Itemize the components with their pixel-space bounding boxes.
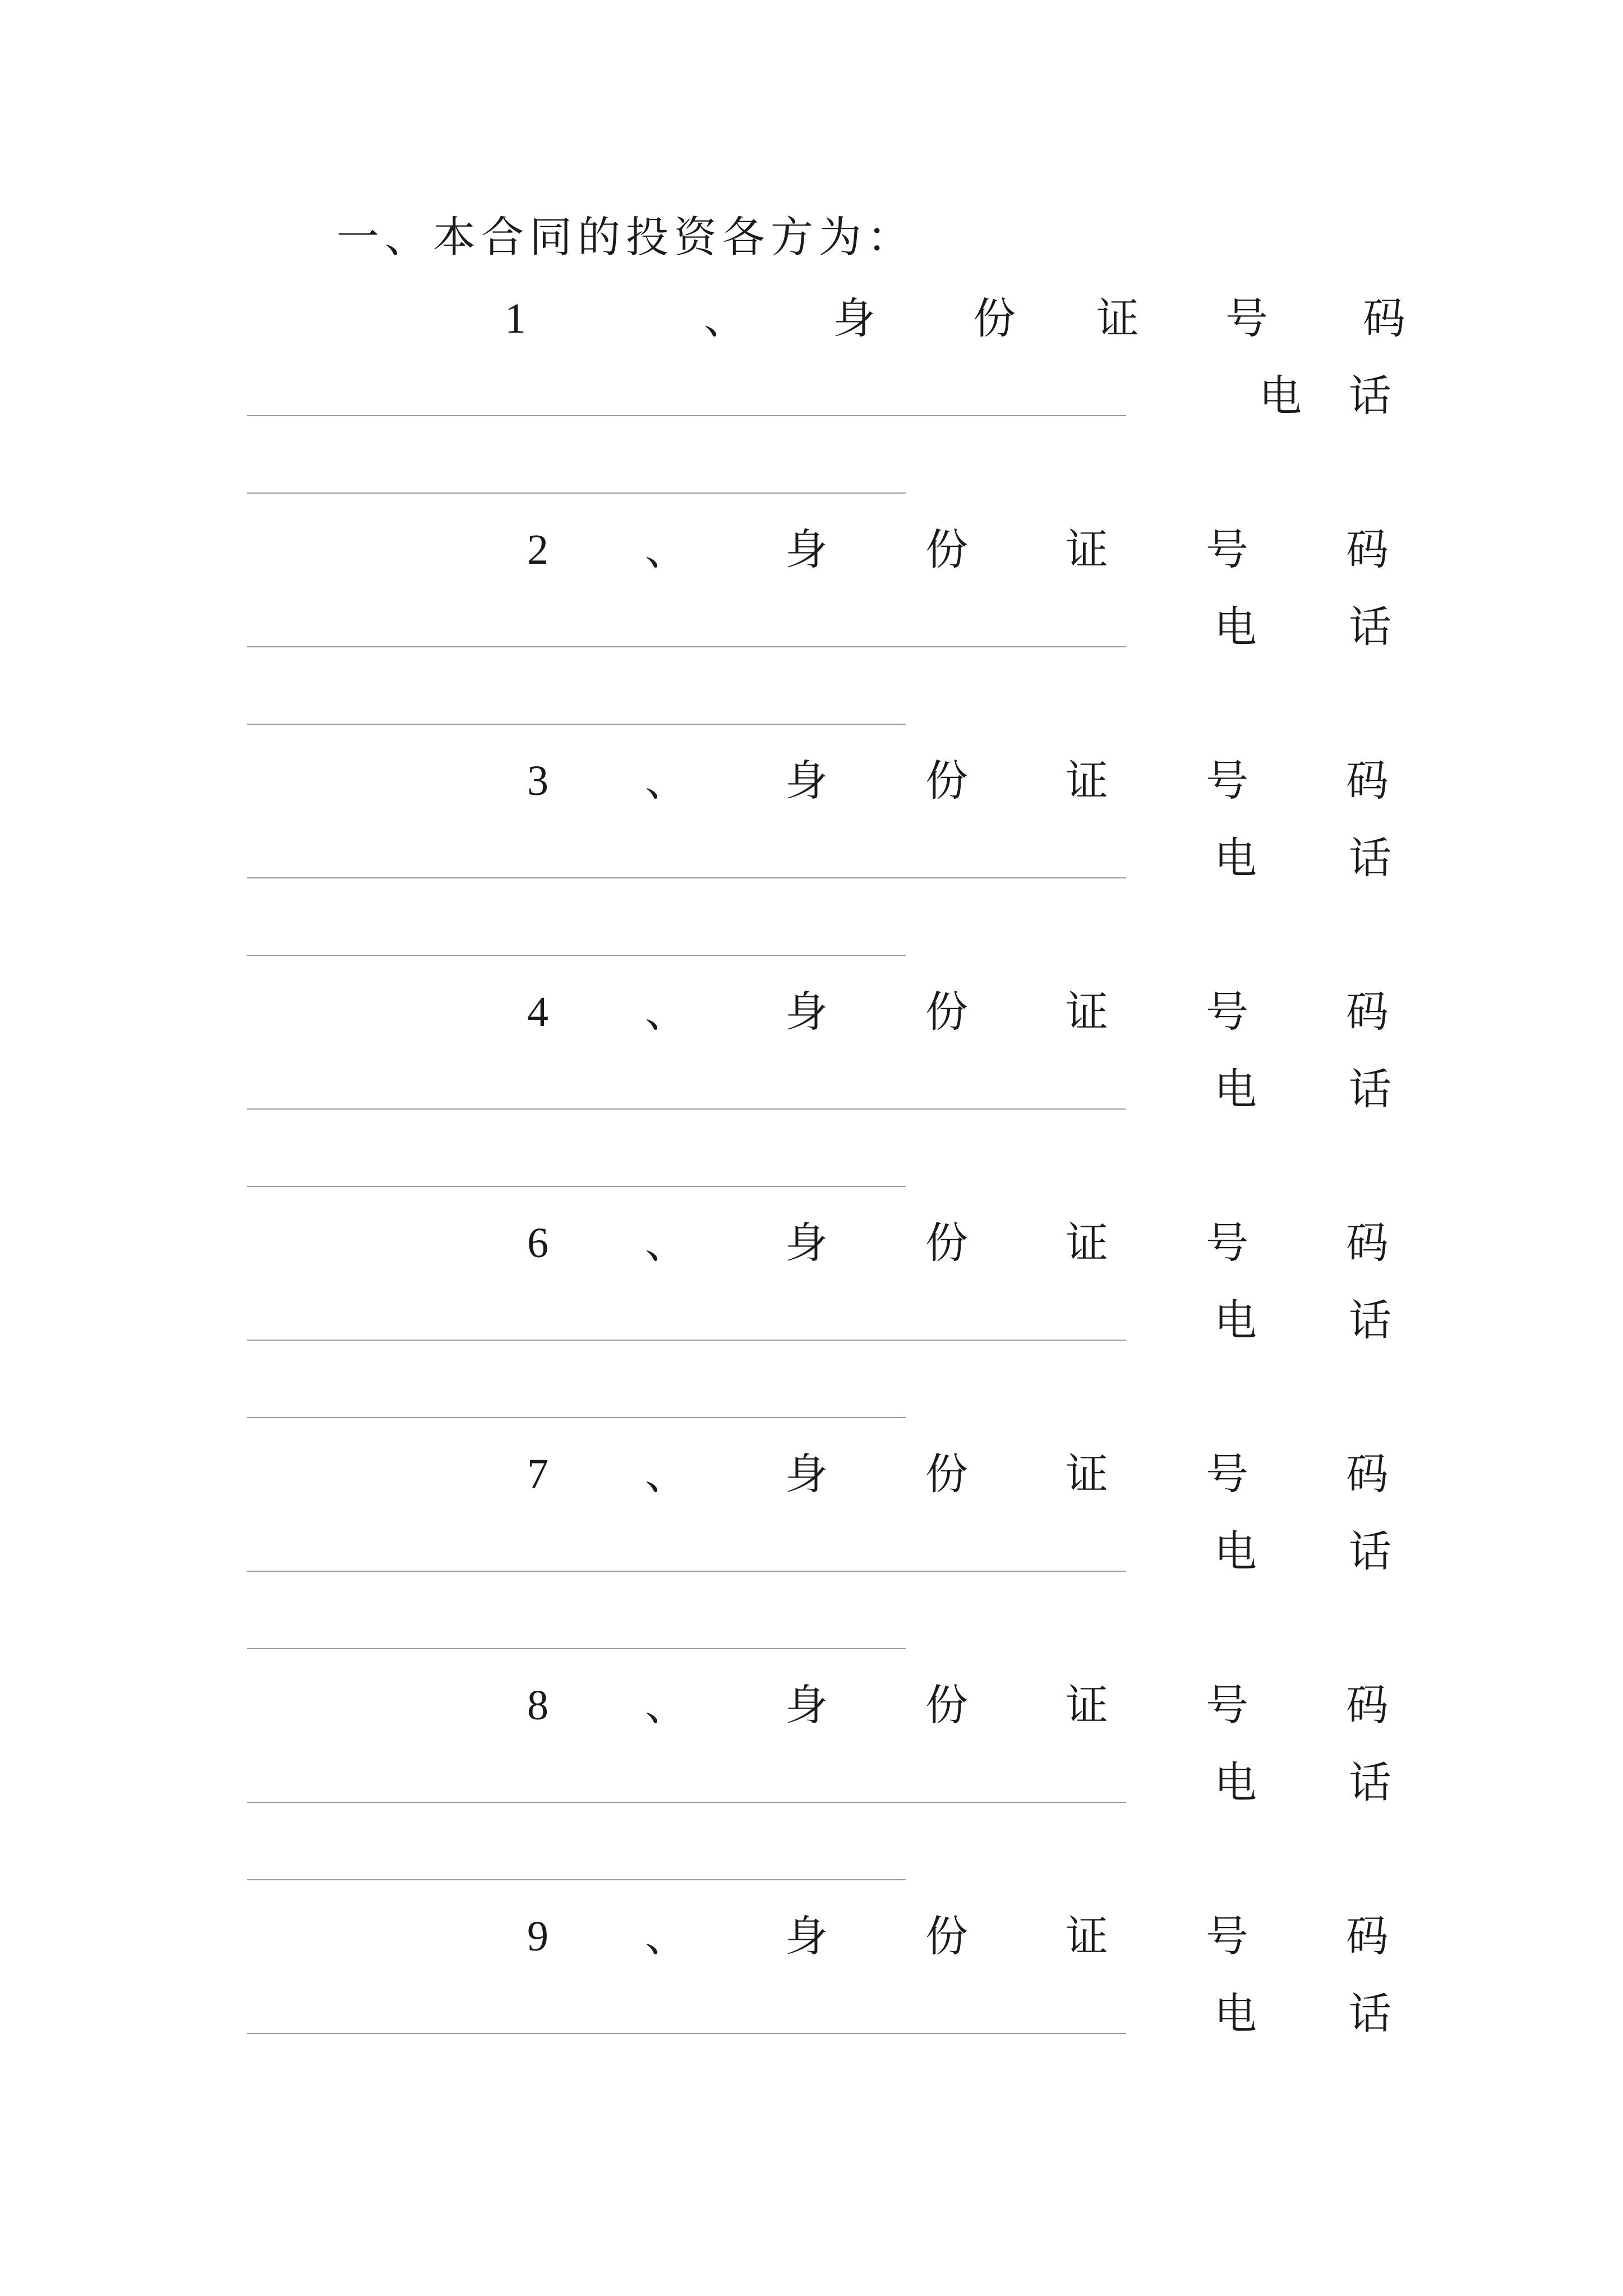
phone-blank-line[interactable]: [247, 955, 906, 956]
id-number-label-char: 份: [925, 1218, 968, 1268]
entry-number: 9: [527, 1913, 548, 1960]
id-number-label-char: 号: [1206, 1680, 1248, 1730]
id-number-label-char: 码: [1363, 293, 1405, 343]
phone-label-char: 电: [1214, 1989, 1257, 2039]
id-number-blank-line[interactable]: [247, 1340, 1126, 1341]
id-number-label-char: 号: [1206, 524, 1248, 574]
id-number-label-char: 证: [1066, 524, 1108, 574]
phone-label-char: 话: [1349, 371, 1391, 421]
entry-separator: 、: [645, 524, 688, 574]
id-number-label-char: 份: [925, 987, 968, 1037]
entry-number: 8: [527, 1682, 548, 1729]
entry-separator: 、: [645, 1680, 688, 1730]
entry-number: 6: [527, 1220, 548, 1267]
entry-separator: 、: [645, 756, 688, 806]
id-number-label-char: 号: [1206, 1911, 1248, 1961]
id-number-label-char: 证: [1066, 1911, 1108, 1961]
id-number-label-char: 身: [785, 1680, 828, 1730]
id-number-label-char: 号: [1206, 756, 1248, 806]
id-number-label-char: 份: [973, 293, 1016, 343]
phone-blank-line[interactable]: [247, 1186, 906, 1187]
id-number-blank-line[interactable]: [247, 415, 1126, 416]
investor-entry: [0, 756, 1623, 990]
phone-label-char: 话: [1349, 602, 1391, 652]
investor-entry: [0, 1449, 1623, 1683]
id-number-label-char: 证: [1066, 1680, 1108, 1730]
phone-label-char: 电: [1214, 833, 1257, 883]
phone-label-char: 电: [1214, 1064, 1257, 1114]
id-number-label-char: 码: [1346, 987, 1389, 1037]
phone-label-char: 话: [1349, 1064, 1391, 1114]
id-number-label-char: 号: [1206, 1218, 1248, 1268]
entry-number: 7: [527, 1451, 548, 1498]
id-number-label-char: 身: [785, 1911, 828, 1961]
id-number-label-char: 证: [1096, 293, 1139, 343]
id-number-label-char: 号: [1206, 987, 1248, 1037]
phone-label-char: 话: [1349, 1526, 1391, 1576]
id-number-label-char: 证: [1066, 756, 1108, 806]
id-number-label-char: 身: [833, 293, 875, 343]
id-number-blank-line[interactable]: [247, 1802, 1126, 1803]
id-number-label-char: 码: [1346, 1449, 1389, 1499]
id-number-label-char: 证: [1066, 1218, 1108, 1268]
investor-entry: [0, 524, 1623, 758]
investor-entry: [0, 293, 1623, 527]
id-number-blank-line[interactable]: [247, 646, 1126, 647]
entry-separator: 、: [704, 293, 746, 343]
id-number-label-char: 证: [1066, 987, 1108, 1037]
phone-label-char: 电: [1214, 1757, 1257, 1807]
phone-label-char: 电: [1214, 1295, 1257, 1345]
id-number-label-char: 份: [925, 756, 968, 806]
investor-entry: [0, 1680, 1623, 1914]
id-number-label-char: 份: [925, 524, 968, 574]
id-number-label-char: 号: [1206, 1449, 1248, 1499]
entry-separator: 、: [645, 1218, 688, 1268]
phone-label-char: 话: [1349, 1989, 1391, 2039]
phone-blank-line[interactable]: [247, 1879, 906, 1880]
id-number-label-char: 码: [1346, 1218, 1389, 1268]
id-number-label-char: 身: [785, 524, 828, 574]
entry-separator: 、: [645, 1449, 688, 1499]
phone-blank-line[interactable]: [247, 724, 906, 725]
investor-entry: [0, 987, 1623, 1221]
phone-label-char: 电: [1259, 371, 1302, 421]
entry-separator: 、: [645, 987, 688, 1037]
phone-label-char: 电: [1214, 602, 1257, 652]
id-number-label-char: 号: [1225, 293, 1268, 343]
phone-blank-line[interactable]: [247, 1648, 906, 1649]
section-heading: 一、本合同的投资各方为：: [336, 212, 915, 262]
id-number-label-char: 码: [1346, 524, 1389, 574]
id-number-label-char: 身: [785, 987, 828, 1037]
entry-number: 3: [527, 757, 548, 804]
id-number-label-char: 份: [925, 1911, 968, 1961]
id-number-label-char: 码: [1346, 1911, 1389, 1961]
phone-label-char: 电: [1214, 1526, 1257, 1576]
id-number-label-char: 码: [1346, 756, 1389, 806]
phone-label-char: 话: [1349, 833, 1391, 883]
id-number-label-char: 份: [925, 1449, 968, 1499]
phone-blank-line[interactable]: [247, 493, 906, 494]
phone-label-char: 话: [1349, 1295, 1391, 1345]
id-number-label-char: 证: [1066, 1449, 1108, 1499]
id-number-blank-line[interactable]: [247, 877, 1126, 878]
id-number-label-char: 身: [785, 756, 828, 806]
phone-blank-line[interactable]: [247, 1417, 906, 1418]
phone-label-char: 话: [1349, 1757, 1391, 1807]
id-number-blank-line[interactable]: [247, 1571, 1126, 1572]
entry-number: 2: [527, 526, 548, 573]
entry-number: 4: [527, 988, 548, 1036]
investor-entry: [0, 1911, 1623, 2145]
id-number-label-char: 身: [785, 1218, 828, 1268]
id-number-blank-line[interactable]: [247, 1108, 1126, 1110]
id-number-label-char: 身: [785, 1449, 828, 1499]
entry-number: 1: [505, 295, 526, 342]
investor-entry: [0, 1218, 1623, 1452]
id-number-blank-line[interactable]: [247, 2033, 1126, 2034]
entry-separator: 、: [645, 1911, 688, 1961]
id-number-label-char: 份: [925, 1680, 968, 1730]
id-number-label-char: 码: [1346, 1680, 1389, 1730]
